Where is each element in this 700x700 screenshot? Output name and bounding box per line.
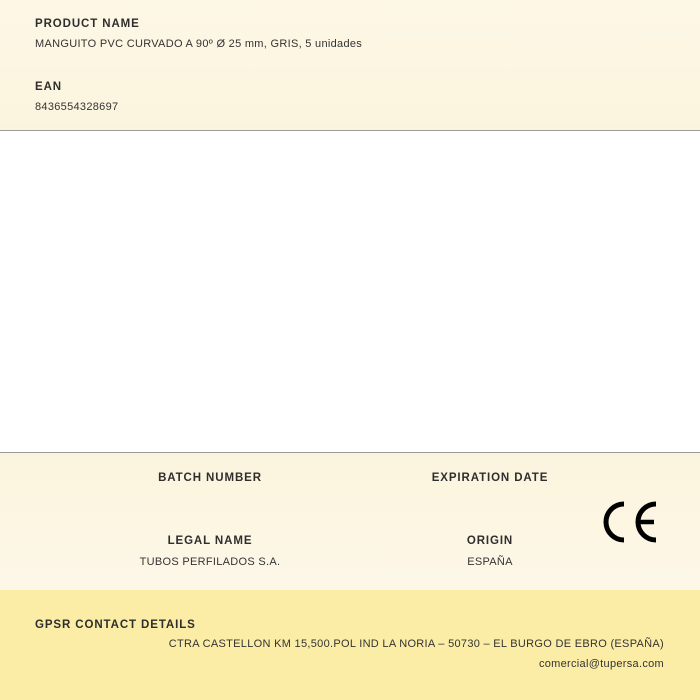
details-section <box>0 452 700 591</box>
gpsr-label: GPSR CONTACT DETAILS <box>35 619 196 631</box>
origin-label: ORIGIN <box>466 535 514 547</box>
legal-name-label: LEGAL NAME <box>167 535 253 547</box>
product-name-label: PRODUCT NAME <box>35 18 140 30</box>
product-info-section <box>0 0 700 131</box>
batch-number-label: BATCH NUMBER <box>158 472 262 484</box>
gpsr-address: CTRA CASTELLON KM 15,500.POL IND LA NORIA – 50730 – EL BURGO DE EBRO (ESPAÑA) <box>168 638 664 650</box>
legal-name-value: TUBOS PERFILADOS S.A. <box>139 556 281 568</box>
ean-value: 8436554328697 <box>35 101 119 113</box>
expiration-date-label: EXPIRATION DATE <box>431 472 549 484</box>
ean-label: EAN <box>35 81 62 93</box>
ce-mark-icon <box>600 500 660 544</box>
gpsr-contact-section <box>0 590 700 700</box>
gpsr-email: comercial@tupersa.com <box>538 658 664 670</box>
origin-value: ESPAÑA <box>467 556 513 568</box>
product-name-value: MANGUITO PVC CURVADO A 90º Ø 25 mm, GRIS, 5 unidades <box>35 38 363 50</box>
